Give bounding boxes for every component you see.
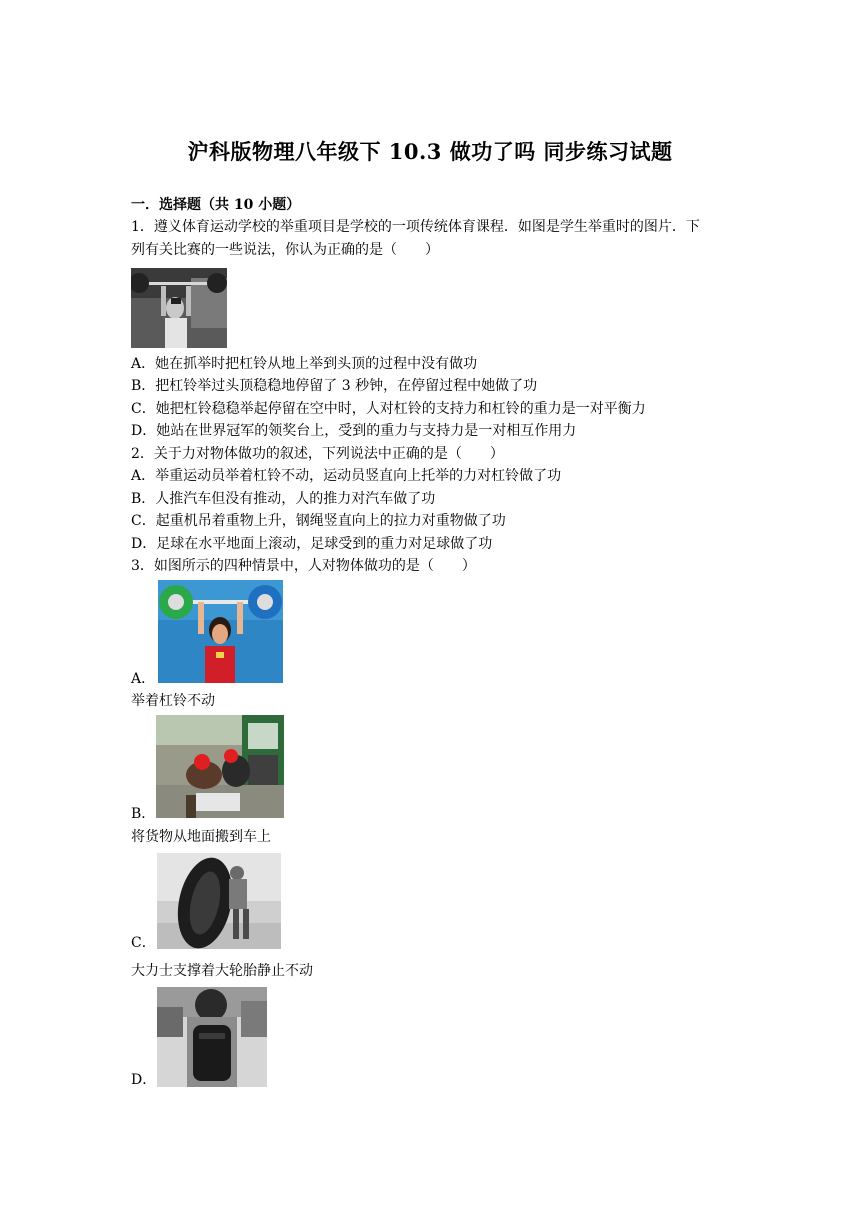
q2-option-d: D．足球在水平地面上滚动，足球受到的重力对足球做了功 bbox=[131, 536, 493, 552]
q1-stem-line2: 列有关比赛的一些说法，你认为正确的是（ ） bbox=[131, 242, 439, 258]
q1-option-d: D．她站在世界冠军的领奖台上，受到的重力与支持力是一对相互作用力 bbox=[131, 423, 577, 439]
q2-option-b: B．人推汽车但没有推动，人的推力对汽车做了功 bbox=[131, 491, 436, 507]
q3-option-a-letter: A． bbox=[131, 671, 156, 687]
section-heading: 一．选择题（共 10 小题） bbox=[131, 197, 301, 213]
q1-option-c: C．她把杠铃稳稳举起停留在空中时，人对杠铃的支持力和杠铃的重力是一对平衡力 bbox=[131, 401, 646, 417]
q2-stem: 2．关于力对物体做功的叙述，下列说法中正确的是（ ） bbox=[131, 446, 504, 462]
q3-option-b-letter: B． bbox=[131, 806, 156, 822]
q3-option-a-caption: 举着杠铃不动 bbox=[131, 693, 215, 709]
q3-option-c-caption: 大力士支撑着大轮胎静止不动 bbox=[131, 963, 313, 979]
q3-option-c-letter: C． bbox=[131, 935, 156, 951]
q1-option-b: B．把杠铃举过头顶稳稳地停留了 3 秒钟，在停留过程中她做了功 bbox=[131, 378, 538, 394]
q1-stem-line1: 1．遵义体育运动学校的举重项目是学校的一项传统体育课程．如图是学生举重时的图片．下 bbox=[131, 219, 700, 235]
q3-option-d-letter: D． bbox=[131, 1072, 157, 1088]
q3-option-d-photo bbox=[157, 987, 267, 1087]
q1-option-a: A．她在抓举时把杠铃从地上举到头顶的过程中没有做功 bbox=[131, 356, 478, 372]
q3-option-a-photo bbox=[158, 580, 283, 683]
document-title: 沪科版物理八年级下 10.3 做功了吗 同步练习试题 bbox=[187, 139, 673, 164]
q3-option-b-caption: 将货物从地面搬到车上 bbox=[131, 829, 271, 845]
q3-stem: 3．如图所示的四种情景中，人对物体做功的是（ ） bbox=[131, 558, 476, 574]
q3-option-b-photo bbox=[156, 715, 284, 818]
q3-option-c-photo bbox=[157, 853, 281, 949]
q1-weightlifter-photo bbox=[131, 268, 227, 348]
q2-option-a: A．举重运动员举着杠铃不动，运动员竖直向上托举的力对杠铃做了功 bbox=[131, 468, 562, 484]
q2-option-c: C．起重机吊着重物上升，钢绳竖直向上的拉力对重物做了功 bbox=[131, 513, 506, 529]
